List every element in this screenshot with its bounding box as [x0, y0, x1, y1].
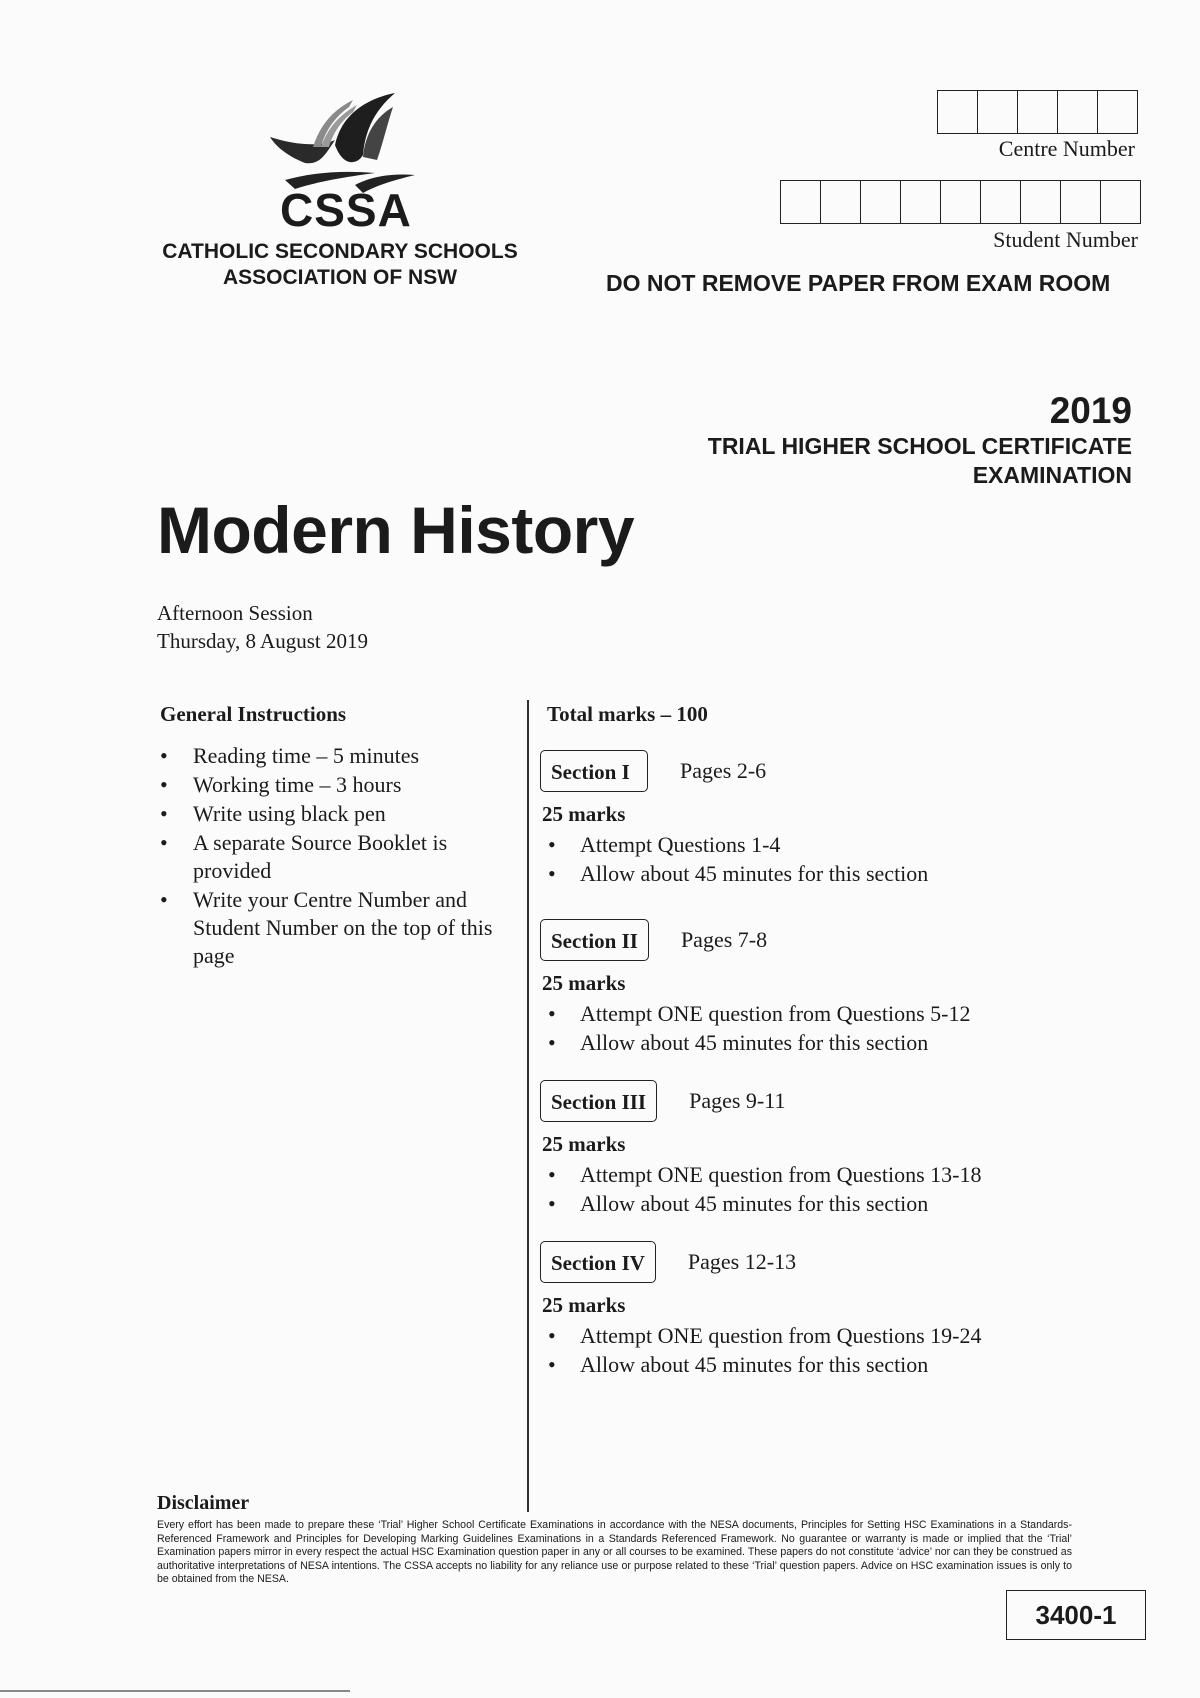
centre-number-boxes[interactable]	[937, 90, 1138, 134]
section-label: Section IV	[540, 1241, 656, 1283]
section-instructions	[540, 999, 1100, 1057]
session-label: Afternoon Session	[157, 601, 313, 625]
centre-number-label: Centre Number	[998, 136, 1135, 161]
section-instruction-item: • Attempt ONE question from Questions 5-12	[540, 999, 1100, 1028]
section-instruction-item: • Attempt Questions 1-4	[540, 830, 1100, 859]
general-instructions-heading: General Instructions	[160, 702, 347, 726]
section-instruction-item: • Allow about 45 minutes for this section	[540, 1028, 1100, 1057]
section-marks: 25 marks	[542, 1132, 626, 1156]
student-number-boxes[interactable]	[780, 180, 1141, 224]
centre-number-digit-box[interactable]	[978, 91, 1018, 133]
section-instruction-item: • Allow about 45 minutes for this section	[540, 1350, 1100, 1379]
section-pages: Pages 7-8	[680, 927, 768, 952]
student-number-label: Student Number	[993, 227, 1138, 252]
session-date: Thursday, 8 August 2019	[157, 629, 368, 653]
section-instructions	[540, 1321, 1100, 1379]
exam-year: 2019	[1049, 390, 1132, 431]
subject-title: Modern History	[157, 493, 635, 567]
paper-code: 3400-1	[1006, 1590, 1146, 1640]
section-block	[540, 1080, 1100, 1218]
section-pages: Pages 9-11	[689, 1088, 786, 1113]
section-block	[540, 1241, 1100, 1379]
section-label: Section I	[540, 750, 648, 792]
do-not-remove-notice: DO NOT REMOVE PAPER FROM EXAM ROOM	[606, 270, 1111, 296]
centre-number-digit-box[interactable]	[1018, 91, 1058, 133]
disclaimer-heading: Disclaimer	[157, 1492, 250, 1514]
exam-title-line2: EXAMINATION	[972, 462, 1132, 488]
cssa-logo-icon	[265, 85, 425, 195]
section-marks: 25 marks	[542, 1293, 626, 1317]
centre-number-digit-box[interactable]	[938, 91, 978, 133]
student-number-digit-box[interactable]	[821, 181, 861, 223]
section-instruction-item: • Allow about 45 minutes for this section	[540, 1189, 1100, 1218]
student-number-digit-box[interactable]	[781, 181, 821, 223]
disclaimer-text: Every effort has been made to prepare these ‘Trial’ Higher School Certificate Examinations in accordance with the NESA documents, Principles for Setting HSC Examinations in a Standards-Referenced Framework and Principles for Developing Marking Guidelines Examinations in a Standards Referenced Framework. No guarantee or warranty is made or implied that the ‘Trial’ Examination papers mirror in every respect the actual HSC Examination question paper in any or all courses to be examined. These papers do not constitute ‘advice’ nor can they be construed as authoritative interpretations of NESA intentions. The CSSA accepts no liability for any reliance use or purpose related to these ‘Trial’ question papers. Advice on HSC examination issues is only to be obtained from the NESA.	[157, 1519, 1072, 1586]
general-instructions-list	[160, 742, 520, 971]
section-instruction-item: • Attempt ONE question from Questions 13-18	[540, 1160, 1100, 1189]
student-number-digit-box[interactable]	[901, 181, 941, 223]
section-marks: 25 marks	[542, 971, 626, 995]
column-divider	[527, 700, 529, 1512]
total-marks: Total marks – 100	[547, 702, 708, 726]
exam-title-line1: TRIAL HIGHER SCHOOL CERTIFICATE	[707, 433, 1132, 459]
section-instructions	[540, 1160, 1100, 1218]
section-instruction-item: • Allow about 45 minutes for this section	[540, 859, 1100, 888]
instruction-item: • Write using black pen	[160, 800, 520, 828]
student-number-digit-box[interactable]	[1021, 181, 1061, 223]
student-number-digit-box[interactable]	[1101, 181, 1141, 223]
section-label: Section III	[540, 1080, 657, 1122]
section-instructions	[540, 830, 1100, 888]
instruction-item: • Reading time – 5 minutes	[160, 742, 520, 770]
bottom-edge-rule	[0, 1690, 350, 1692]
section-pages: Pages 2-6	[680, 758, 767, 783]
section-instruction-item: • Attempt ONE question from Questions 19-24	[540, 1321, 1100, 1350]
student-number-digit-box[interactable]	[981, 181, 1021, 223]
section-pages: Pages 12-13	[687, 1249, 797, 1274]
centre-number-digit-box[interactable]	[1098, 91, 1138, 133]
student-number-digit-box[interactable]	[1061, 181, 1101, 223]
section-block	[540, 750, 1100, 888]
instruction-item: • Write your Centre Number and Student Number on the top of this page	[160, 886, 520, 970]
section-block	[540, 919, 1100, 1057]
org-name-line2: ASSOCIATION OF NSW	[222, 266, 458, 289]
section-label: Section II	[540, 919, 649, 961]
instruction-item: • A separate Source Booklet is provided	[160, 829, 520, 885]
centre-number-digit-box[interactable]	[1058, 91, 1098, 133]
student-number-digit-box[interactable]	[941, 181, 981, 223]
instruction-item: • Working time – 3 hours	[160, 771, 520, 799]
section-marks: 25 marks	[542, 802, 626, 826]
logo-text: CSSA	[280, 184, 412, 236]
student-number-digit-box[interactable]	[861, 181, 901, 223]
org-name-line1: CATHOLIC SECONDARY SCHOOLS	[162, 240, 518, 263]
